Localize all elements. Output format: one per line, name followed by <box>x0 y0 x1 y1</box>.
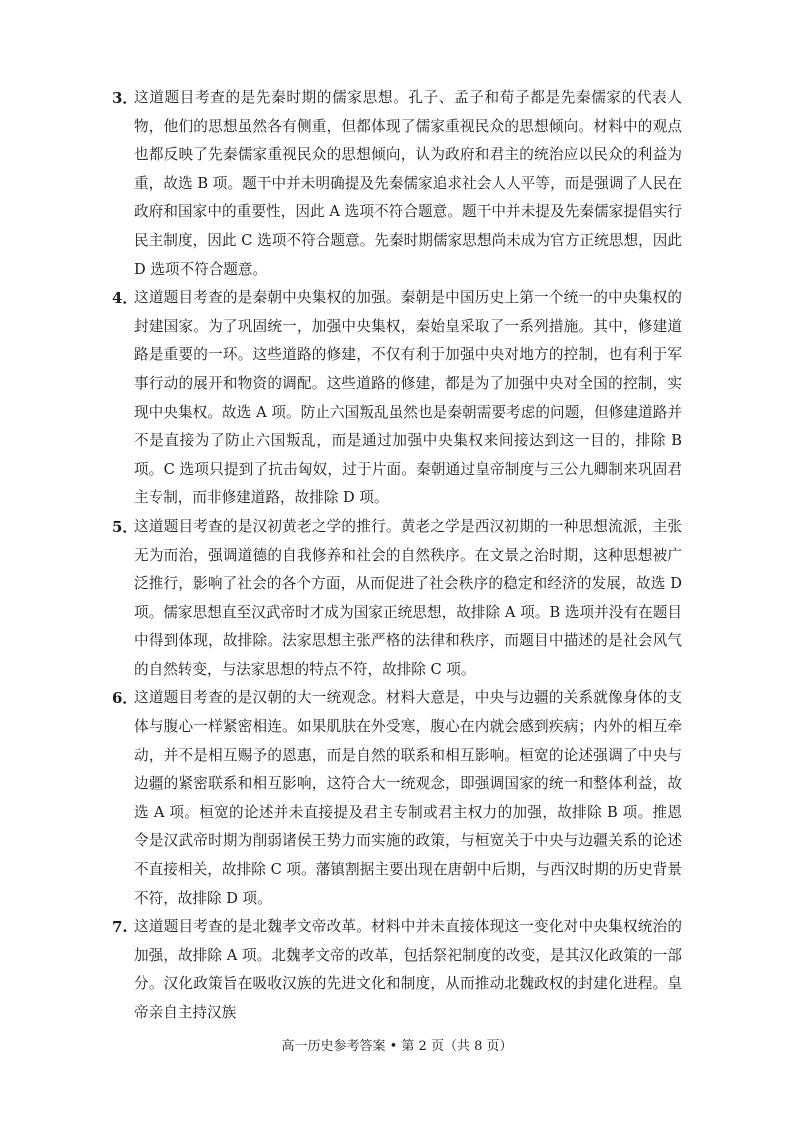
answer-item-3 <box>112 84 682 284</box>
answer-item-7 <box>112 913 682 1027</box>
answer-number: 5． <box>112 517 138 536</box>
answer-text: 这道题目考查的是汉朝的大一统观念。材料大意是，中央与边疆的关系就像身体的支体与腹心一样紧密相连。如果肌肤在外受寒，腹心在内就会感到疾病；内外的相互牵动，并不是相互赐予的恩惠，而是自然的联系和相互影响。桓宽的论述强调了中央与边疆的紧密联系和相互影响，这符合大一统观念，即强调国家的统一和整体利益，故选 A 项。桓宽的论述并未直接提及君主专制或君主权力的加强，故排除 B 项。推恩令是汉武帝时期为削弱诸侯王势力而实施的政策，与桓宽关于中央与边疆关系的论述不直接相关，故排除 C 项。藩镇割据主要出现在唐朝中后期，与西汉时期的历史背景不符，故排除 D 项。 <box>134 689 682 907</box>
answer-item-5 <box>112 513 682 685</box>
answer-number: 3． <box>112 89 138 107</box>
answer-text: 这道题目考查的是秦朝中央集权的加强。秦朝是中国历史上第一个统一的中央集权的封建国家。为了巩固统一，加强中央集权，秦始皇采取了一系列措施。其中，修建道路是重要的一环。这些道路的修建，不仅有利于加强中央对地方的控制，也有利于军事行动的展开和物资的调配。这些道路的修建，都是为了加强中央对全国的控制，实现中央集权。故选 A 项。防止六国叛乱虽然也是秦朝需要考虑的问题，但修建道路并不是直接为了防止六国叛乱，而是通过加强中央集权来间接达到这一目的，排除 B 项。C 选项只提到了抗击匈奴，过于片面。秦朝通过皇帝制度与三公九卿制来巩固君主专制，而非修建道路，故排除 D 项。 <box>134 289 682 507</box>
answer-list <box>112 84 682 1028</box>
answer-number: 4． <box>112 289 138 308</box>
answer-text: 这道题目考查的是北魏孝文帝改革。材料中并未直接体现这一变化对中央集权统治的加强，故排除 A 项。北魏孝文帝的改革，包括祭祀制度的改变，是其汉化政策的一部分。汉化政策旨在吸收汉族的先进文化和制度，从而推动北魏政权的封建化进程。皇帝亲自主持汉族 <box>134 918 682 1021</box>
page-footer: 高一历史参考答案 • 第 2 页（共 8 页） <box>281 1039 513 1054</box>
answer-number: 6． <box>112 689 138 708</box>
answer-item-4 <box>112 284 682 513</box>
answer-number: 7. <box>112 918 128 937</box>
answer-item-6 <box>112 684 682 913</box>
answer-text: 这道题目考查的是先秦时期的儒家思想。孔子、孟子和荀子都是先秦儒家的代表人物，他们的思想虽然各有侧重，但都体现了儒家重视民众的思想倾向。材料中的观点也都反映了先秦儒家重视民众的思想倾向，认为政府和君主的统治应以民众的利益为重，故选 B 项。题干中并未明确提及先秦儒家追求社会人人平等，而是强调了人民在政府和国家中的重要性，因此 A 选项不符合题意。题干中并未提及先秦儒家提倡实行民主制度，因此 C 选项不符合题意。先秦时期儒家思想尚未成为官方正统思想，因此 D 选项不符合题意。 <box>134 89 682 278</box>
answer-text: 这道题目考查的是汉初黄老之学的推行。黄老之学是西汉初期的一种思想流派，主张无为而治，强调道德的自我修养和社会的自然秩序。在文景之治时期，这种思想被广泛推行，影响了社会的各个方面，从而促进了社会秩序的稳定和经济的发展，故选 D 项。儒家思想直至汉武帝时才成为国家正统思想，故排除 A 项。B 选项并没有在题目中得到体现，故排除。法家思想主张严格的法律和秩序，而题目中描述的是社会风气的自然转变，与法家思想的特点不符，故排除 C 项。 <box>134 517 682 678</box>
